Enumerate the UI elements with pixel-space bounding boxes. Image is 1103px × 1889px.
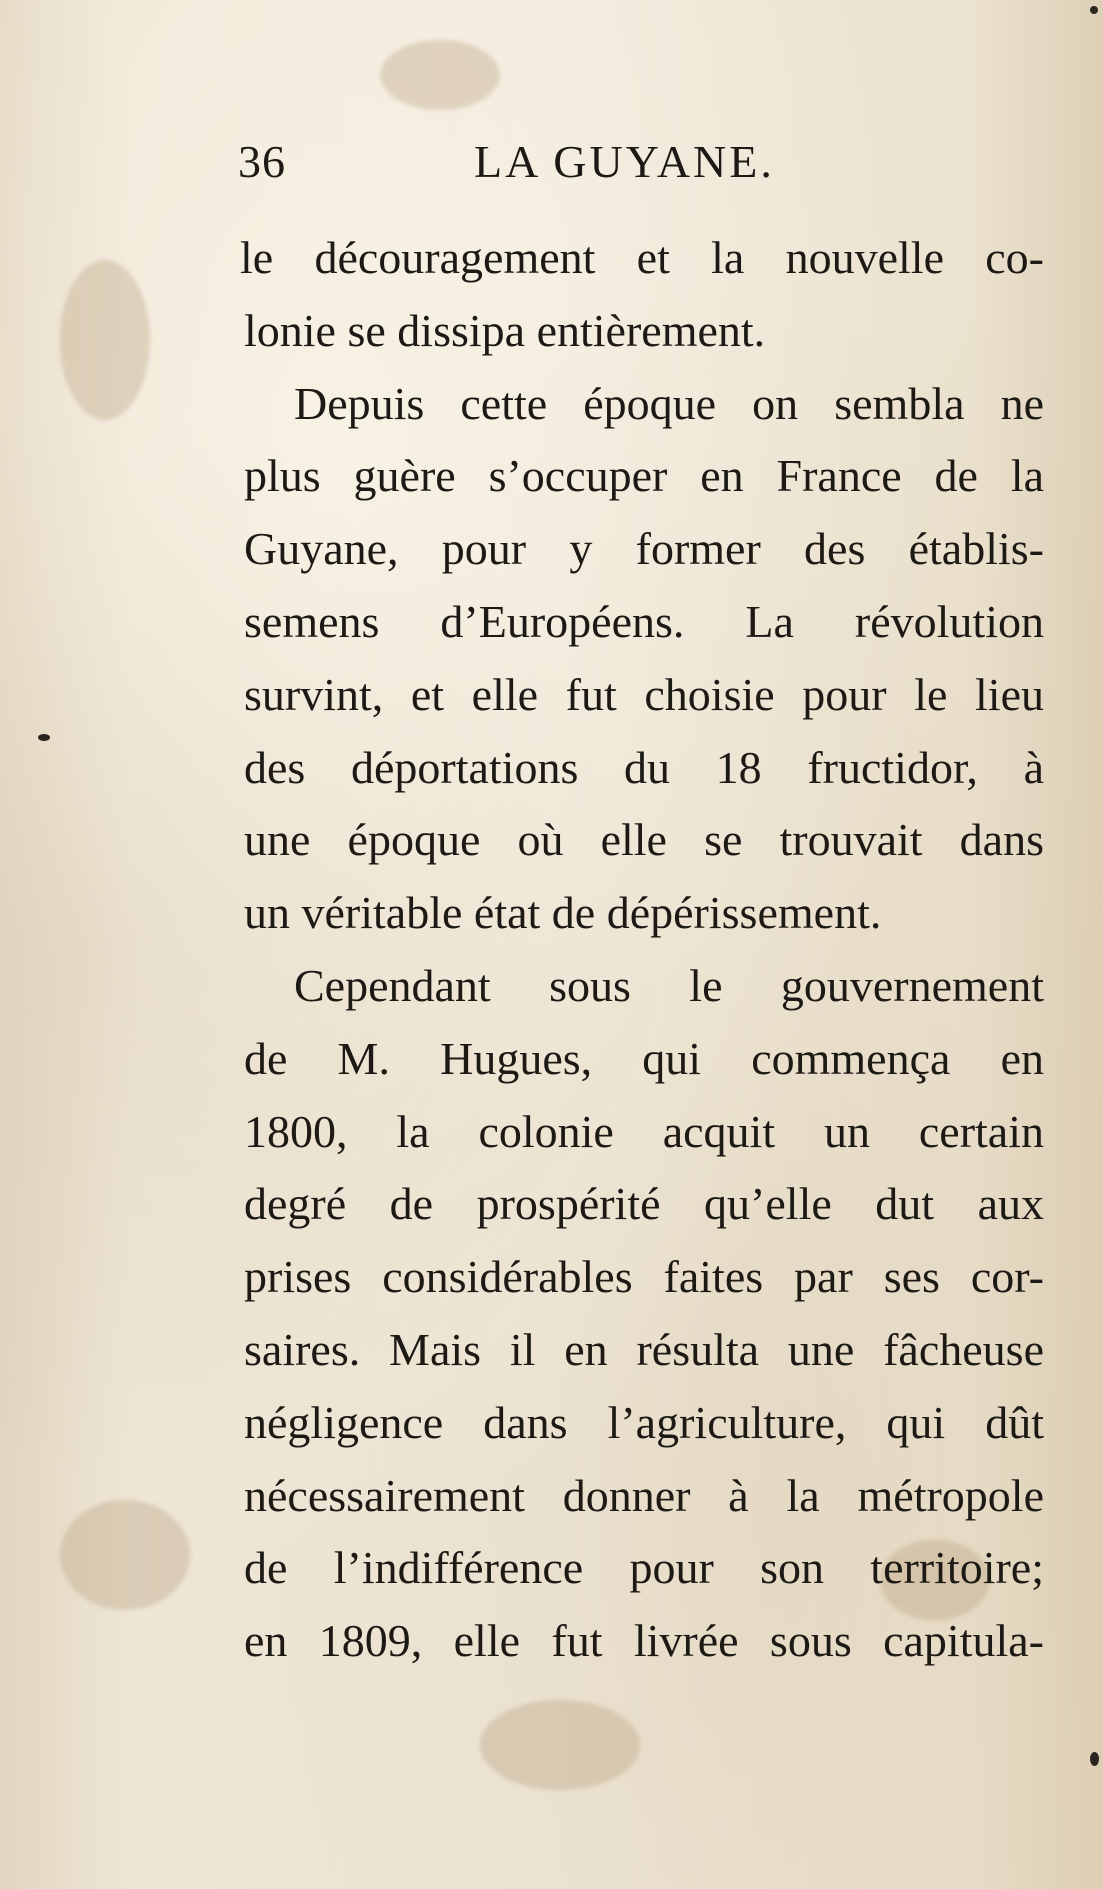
text-line: prises considérables faites par ses cor-	[244, 1251, 1044, 1303]
text-line: Depuis cette époque on sembla ne	[294, 377, 1044, 429]
text-line: en 1809, elle fut livrée sous capitula-	[244, 1615, 1044, 1667]
paper-stain	[380, 40, 500, 110]
text-line: négligence dans l’agriculture, qui dût	[244, 1396, 1044, 1448]
page-header	[238, 132, 1038, 192]
text-line: de l’indifférence pour son territoire;	[244, 1542, 1044, 1594]
text-line: le découragement et la nouvelle co-	[240, 232, 1044, 283]
ink-speck	[38, 734, 50, 741]
text-line: plus guère s’occuper en France de la	[244, 450, 1044, 502]
text-line: saires. Mais il en résulta une fâcheuse	[244, 1323, 1044, 1375]
page-number: 36	[238, 136, 286, 187]
paper-stain	[60, 1500, 190, 1610]
text-line: survint, et elle fut choisie pour le lieu	[244, 668, 1044, 720]
text-line: 1800, la colonie acquit un certain	[244, 1105, 1044, 1157]
ink-speck	[1090, 1752, 1099, 1766]
text-line: degré de prospérité qu’elle dut aux	[244, 1178, 1044, 1230]
running-title: LA GUYANE.	[474, 136, 775, 187]
text-line: Guyane, pour y former des établis-	[244, 523, 1044, 575]
text-line: nécessairement donner à la métropole	[244, 1469, 1044, 1521]
text-line: lonie se dissipa entièrement.	[244, 304, 766, 356]
text-line: des déportations du 18 fructidor, à	[244, 741, 1044, 793]
text-line: une époque où elle se trouvait dans	[244, 814, 1044, 866]
text-line: de M. Hugues, qui commença en	[244, 1032, 1044, 1084]
text-line: semens d’Européens. La révolution	[244, 595, 1044, 647]
body-text	[240, 222, 1044, 1678]
paper-stain	[480, 1700, 640, 1790]
paper-stain	[60, 260, 150, 420]
text-line: un véritable état de dépérissement.	[244, 887, 882, 939]
text-line: Cependant sous le gouvernement	[294, 959, 1044, 1011]
ink-speck	[1090, 6, 1098, 14]
